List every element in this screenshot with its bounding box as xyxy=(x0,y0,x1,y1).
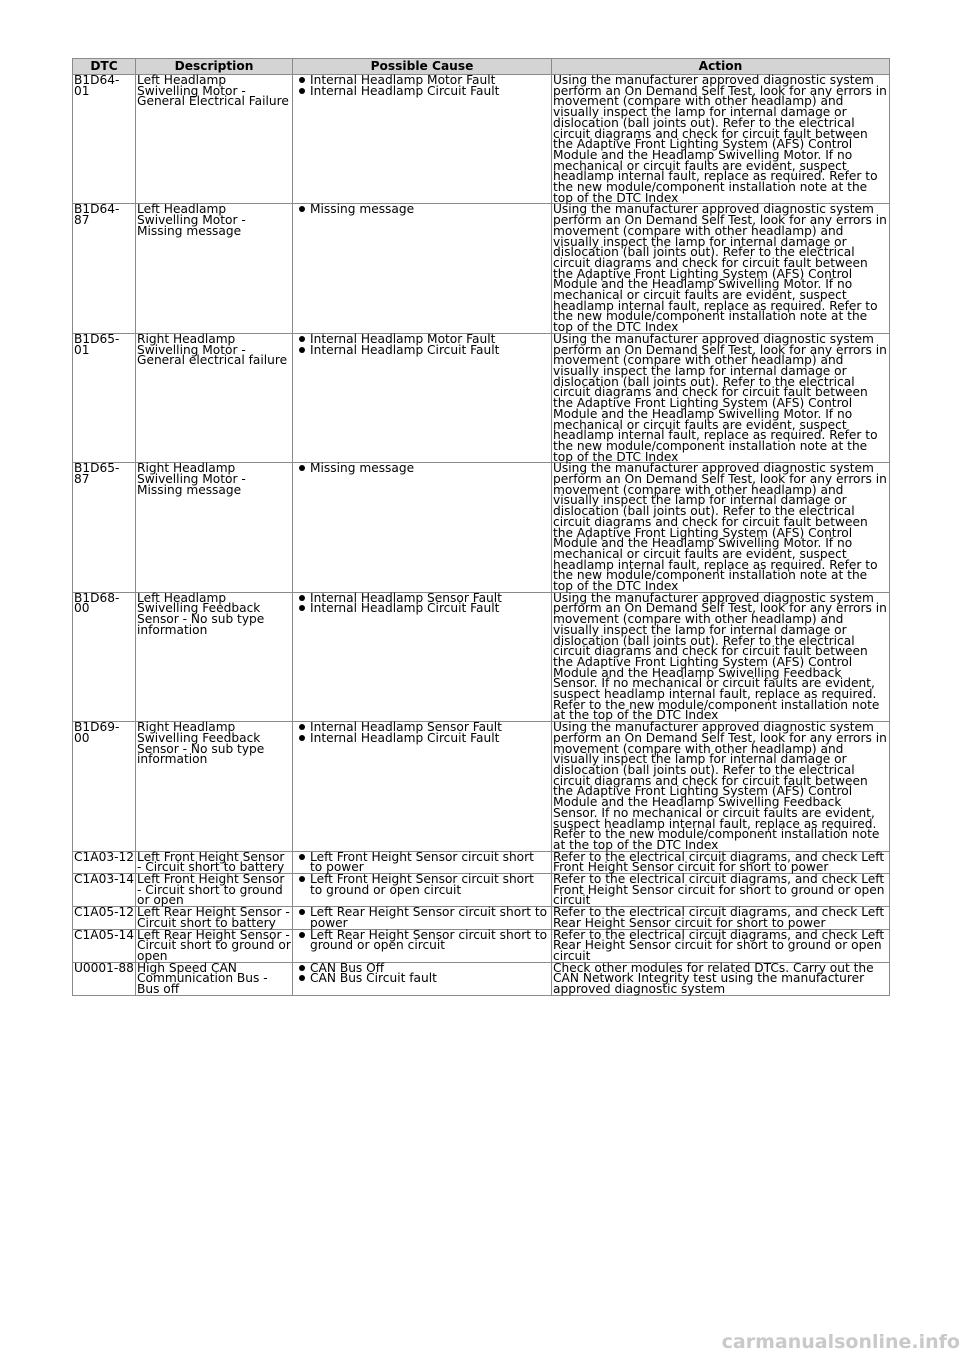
dtc-code: B1D65-87 xyxy=(73,463,136,592)
watermark-text: carmanualsonline.info xyxy=(721,1331,960,1353)
dtc-code: U0001-88 xyxy=(73,962,136,995)
cause-list xyxy=(294,463,550,474)
dtc-code: B1D64-87 xyxy=(73,204,136,333)
dtc-action: Using the manufacturer approved diagnostic system perform an On Demand Self Test, look for any errors in movement (compare with other headlamp) and visually inspect the lamp for internal damage or dislocation (ball joints out). Refer to the electrical circuit diagrams and check for circuit fault between the Adaptive Front Lighting System (AFS) Control Module and the Headlamp Swivelling Feedback Sensor. If no mechanical or circuit faults are evident, suspect headlamp internal fault, replace as required. Refer to the new module/component installation note at the top of the DTC Index xyxy=(552,722,890,851)
cause-list-item: Missing message xyxy=(310,463,550,474)
dtc-table xyxy=(72,58,890,996)
dtc-action: Using the manufacturer approved diagnostic system perform an On Demand Self Test, look for any errors in movement (compare with other headlamp) and visually inspect the lamp for internal damage or dislocation (ball joints out). Refer to the electrical circuit diagrams and check for circuit fault between the Adaptive Front Lighting System (AFS) Control Module and the Headlamp Swivelling Motor. If no mechanical or circuit faults are evident, suspect headlamp internal fault, replace as required. Refer to the new module/component installation note at the top of the DTC Index xyxy=(552,204,890,333)
dtc-description: High Speed CAN Communication Bus - Bus off xyxy=(136,962,293,995)
dtc-action: Check other modules for related DTCs. Carry out the CAN Network Integrity test using the manufacturer approved diagnostic system xyxy=(552,962,890,995)
cause-list-item: Internal Headlamp Circuit Fault xyxy=(310,733,550,744)
dtc-code: C1A05-12 xyxy=(73,907,136,929)
cause-list-item: Left Rear Height Sensor circuit short to ground or open circuit xyxy=(310,930,550,951)
cause-list-item: Internal Headlamp Sensor Fault xyxy=(310,722,550,733)
dtc-code: B1D64-01 xyxy=(73,75,136,204)
cause-list xyxy=(294,907,550,928)
dtc-description: Right Headlamp Swivelling Motor - Missing message xyxy=(136,463,293,592)
cause-list xyxy=(294,722,550,743)
table-row xyxy=(73,907,890,929)
table-body xyxy=(73,75,890,996)
cause-list xyxy=(294,849,550,875)
cause-list xyxy=(294,331,550,357)
table-row xyxy=(73,722,890,851)
dtc-description: Left Front Height Sensor - Circuit short to ground or open xyxy=(136,874,293,907)
dtc-description: Left Rear Height Sensor - Circuit short to battery xyxy=(136,907,293,929)
cause-list-item: Internal Headlamp Circuit Fault xyxy=(310,86,550,97)
dtc-action: Using the manufacturer approved diagnostic system perform an On Demand Self Test, look for any errors in movement (compare with other headlamp) and visually inspect the lamp for internal damage or dislocation (ball joints out). Refer to the electrical circuit diagrams and check for circuit fault between the Adaptive Front Lighting System (AFS) Control Module and the Headlamp Swivelling Motor. If no mechanical or circuit faults are evident, suspect headlamp internal fault, replace as required. Refer to the new module/component installation note at the top of the DTC Index xyxy=(552,463,890,592)
dtc-action: Using the manufacturer approved diagnostic system perform an On Demand Self Test, look for any errors in movement (compare with other headlamp) and visually inspect the lamp for internal damage or dislocation (ball joints out). Refer to the electrical circuit diagrams and check for circuit fault between the Adaptive Front Lighting System (AFS) Control Module and the Headlamp Swivelling Motor. If no mechanical or circuit faults are evident, suspect headlamp internal fault, replace as required. Refer to the new module/component installation note at the top of the DTC Index xyxy=(552,75,890,204)
cause-list-item: Internal Headlamp Motor Fault xyxy=(310,334,550,345)
cause-list-item: Left Front Height Sensor circuit short to ground or open circuit xyxy=(310,874,550,895)
dtc-code: C1A05-14 xyxy=(73,929,136,962)
dtc-description: Left Headlamp Swivelling Motor - General Electrical Failure xyxy=(136,75,293,204)
table-row xyxy=(73,874,890,907)
dtc-code: C1A03-14 xyxy=(73,874,136,907)
possible-cause-cell xyxy=(293,929,552,962)
possible-cause-cell xyxy=(293,463,552,592)
cause-list-item: CAN Bus Circuit fault xyxy=(310,973,550,984)
cause-list-item: Left Rear Height Sensor circuit short to power xyxy=(310,907,550,928)
cause-list-item: Internal Headlamp Sensor Fault xyxy=(310,593,550,604)
possible-cause-cell xyxy=(293,874,552,907)
dtc-code: B1D65-01 xyxy=(73,333,136,462)
dtc-description: Right Headlamp Swivelling Motor - General electrical failure xyxy=(136,333,293,462)
dtc-code: C1A03-12 xyxy=(73,851,136,873)
table-row xyxy=(73,204,890,333)
column-header-dtc: DTC xyxy=(73,59,136,75)
possible-cause-cell xyxy=(293,333,552,462)
dtc-action: Using the manufacturer approved diagnostic system perform an On Demand Self Test, look for any errors in movement (compare with other headlamp) and visually inspect the lamp for internal damage or dislocation (ball joints out). Refer to the electrical circuit diagrams and check for circuit fault between the Adaptive Front Lighting System (AFS) Control Module and the Headlamp Swivelling Motor. If no mechanical or circuit faults are evident, suspect headlamp internal fault, replace as required. Refer to the new module/component installation note at the top of the DTC Index xyxy=(552,333,890,462)
dtc-action: Refer to the electrical circuit diagrams, and check Left Front Height Sensor circuit for short to ground or open circuit xyxy=(552,874,890,907)
cause-list-item: Internal Headlamp Motor Fault xyxy=(310,75,550,86)
dtc-action: Using the manufacturer approved diagnostic system perform an On Demand Self Test, look for any errors in movement (compare with other headlamp) and visually inspect the lamp for internal damage or dislocation (ball joints out). Refer to the electrical circuit diagrams and check for circuit fault between the Adaptive Front Lighting System (AFS) Control Module and the Headlamp Swivelling Feedback Sensor. If no mechanical or circuit faults are evident, suspect headlamp internal fault, replace as required. Refer to the new module/component installation note at the top of the DTC Index xyxy=(552,592,890,721)
possible-cause-cell xyxy=(293,75,552,204)
table-row xyxy=(73,463,890,592)
cause-list xyxy=(294,204,550,215)
column-header-description: Description xyxy=(136,59,293,75)
table-row xyxy=(73,592,890,721)
cause-list xyxy=(294,590,550,616)
dtc-description: Right Headlamp Swivelling Feedback Sensor - No sub type information xyxy=(136,722,293,851)
cause-list xyxy=(294,874,550,895)
table-row xyxy=(73,75,890,204)
cause-list-item: Missing message xyxy=(310,204,550,215)
cause-list xyxy=(294,75,550,96)
cause-list-item: Left Front Height Sensor circuit short to power xyxy=(310,852,550,873)
table-row xyxy=(73,962,890,995)
table-row xyxy=(73,333,890,462)
dtc-code: B1D69-00 xyxy=(73,722,136,851)
dtc-action: Refer to the electrical circuit diagrams, and check Left Rear Height Sensor circuit for short to power xyxy=(552,907,890,929)
possible-cause-cell xyxy=(293,204,552,333)
table-row xyxy=(73,851,890,873)
possible-cause-cell xyxy=(293,722,552,851)
column-header-action: Action xyxy=(552,59,890,75)
dtc-action: Refer to the electrical circuit diagrams, and check Left Front Height Sensor circuit for short to power xyxy=(552,851,890,873)
dtc-description: Left Headlamp Swivelling Motor - Missing message xyxy=(136,204,293,333)
possible-cause-cell xyxy=(293,592,552,721)
cause-list-item: Internal Headlamp Circuit Fault xyxy=(310,345,550,356)
possible-cause-cell xyxy=(293,907,552,929)
dtc-code: B1D68-00 xyxy=(73,592,136,721)
cause-list xyxy=(294,927,550,953)
dtc-description: Left Headlamp Swivelling Feedback Sensor - No sub type information xyxy=(136,592,293,721)
column-header-possible-cause: Possible Cause xyxy=(293,59,552,75)
cause-list-item: Internal Headlamp Circuit Fault xyxy=(310,603,550,614)
possible-cause-cell xyxy=(293,962,552,995)
cause-list xyxy=(294,960,550,986)
cause-list-item: CAN Bus Off xyxy=(310,963,550,974)
dtc-description: Left Front Height Sensor - Circuit short to battery xyxy=(136,851,293,873)
possible-cause-cell xyxy=(293,851,552,873)
dtc-action: Refer to the electrical circuit diagrams, and check Left Rear Height Sensor circuit for short to ground or open circuit xyxy=(552,929,890,962)
table-row xyxy=(73,929,890,962)
dtc-description: Left Rear Height Sensor - Circuit short to ground or open xyxy=(137,927,291,963)
